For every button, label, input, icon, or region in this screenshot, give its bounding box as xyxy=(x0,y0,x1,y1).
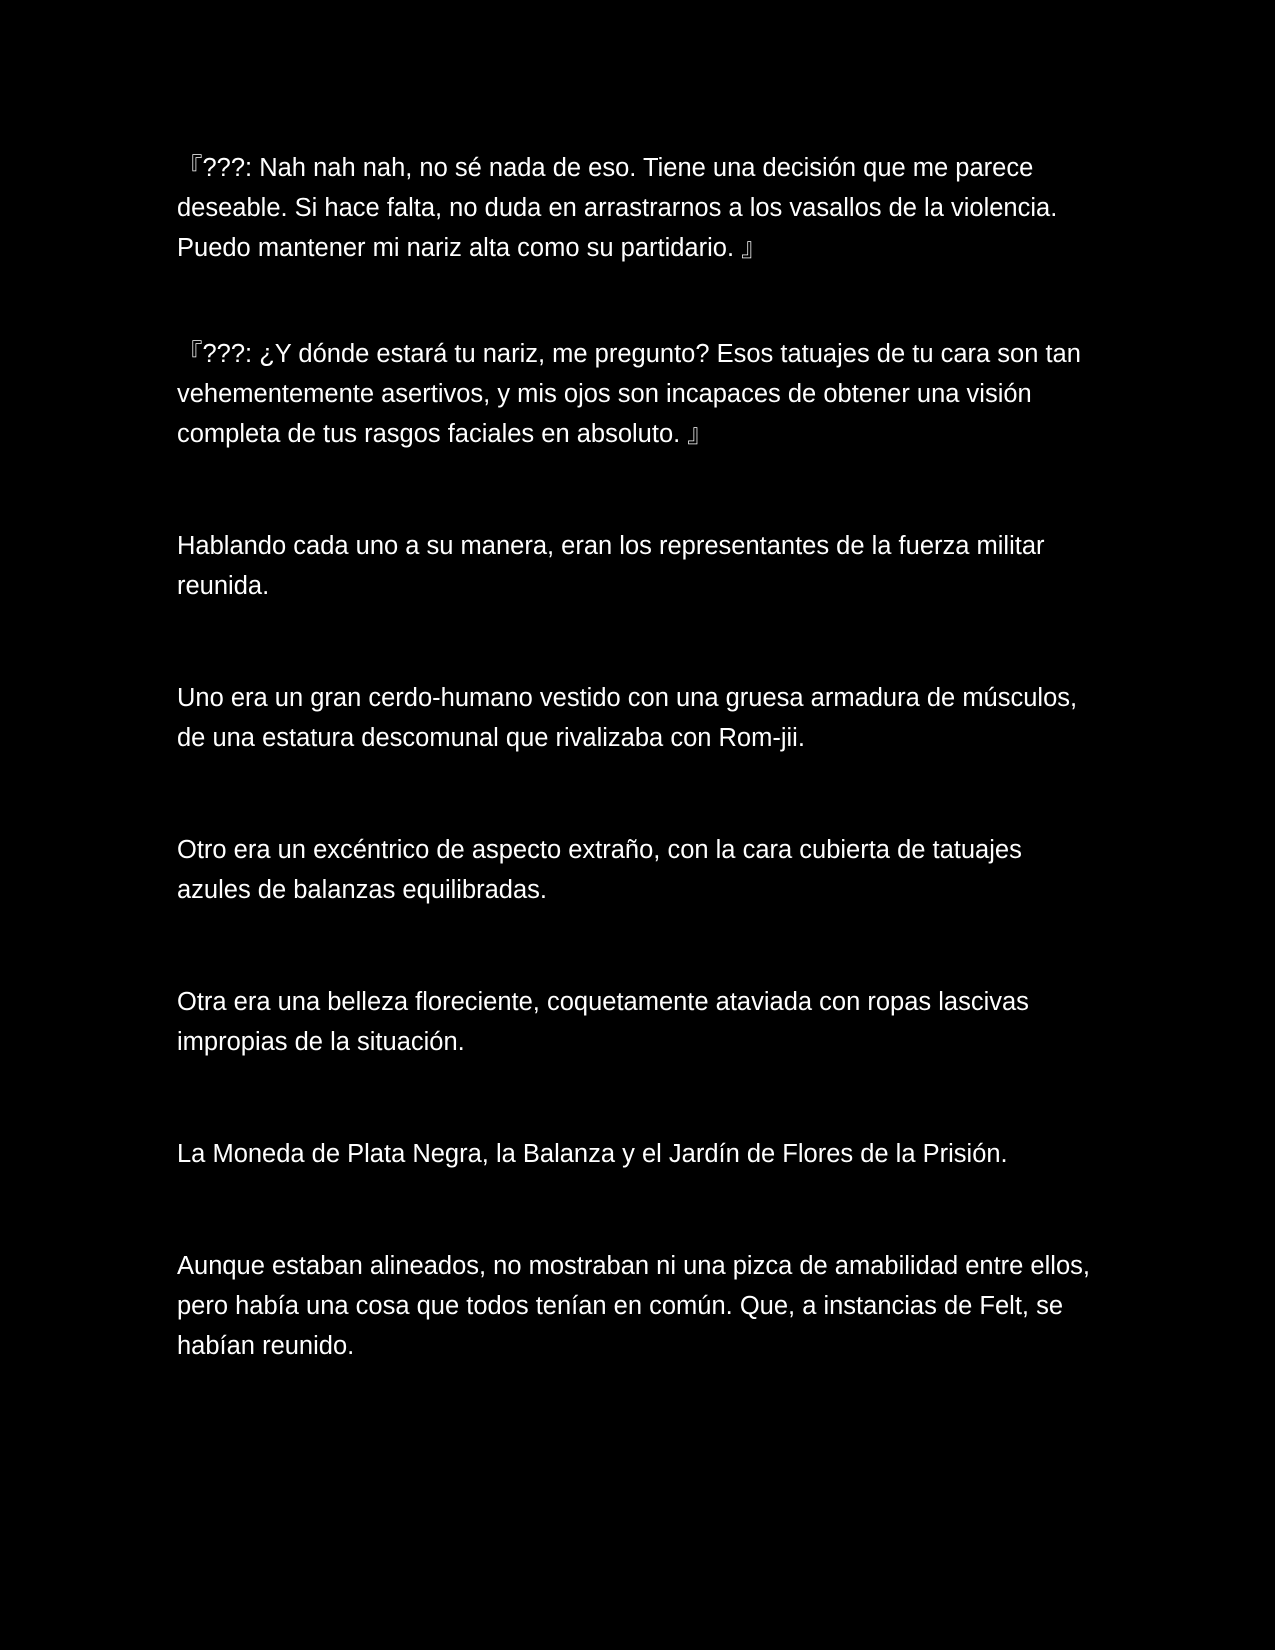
document-page xyxy=(177,148,1097,1366)
narration-paragraph-6: Aunque estaban alineados, no mostraban ni una pizca de amabilidad entre ellos, pero había una cosa que todos tenían en común. Que, a instancias de Felt, se habían reunido. xyxy=(177,1252,1090,1360)
dialogue-paragraph-2: 『???: ¿Y dónde estará tu nariz, me pregunto? Esos tatuajes de tu cara son tan vehementemente asertivos, y mis ojos son incapaces de obtener una visión completa de tus rasgos faciales en absoluto. 』 xyxy=(177,340,1081,448)
narration-paragraph-2: Uno era un gran cerdo-humano vestido con una gruesa armadura de músculos, de una estatura descomunal que rivalizaba con Rom-jii. xyxy=(177,684,1078,752)
dialogue-paragraph-1: 『???: Nah nah nah, no sé nada de eso. Tiene una decisión que me parece deseable. Si hace falta, no duda en arrastrarnos a los vasallos de la violencia. Puedo mantener mi nariz alta como su partidario. 』 xyxy=(177,154,1058,262)
narration-paragraph-3: Otro era un excéntrico de aspecto extraño, con la cara cubierta de tatuajes azules de balanzas equilibradas. xyxy=(177,836,1022,904)
narration-paragraph-4: Otra era una belleza floreciente, coquetamente ataviada con ropas lascivas impropias de la situación. xyxy=(177,988,1029,1056)
narration-paragraph-5: La Moneda de Plata Negra, la Balanza y el Jardín de Flores de la Prisión. xyxy=(177,1140,1008,1168)
narration-paragraph-1: Hablando cada uno a su manera, eran los representantes de la fuerza militar reunida. xyxy=(177,532,1045,600)
